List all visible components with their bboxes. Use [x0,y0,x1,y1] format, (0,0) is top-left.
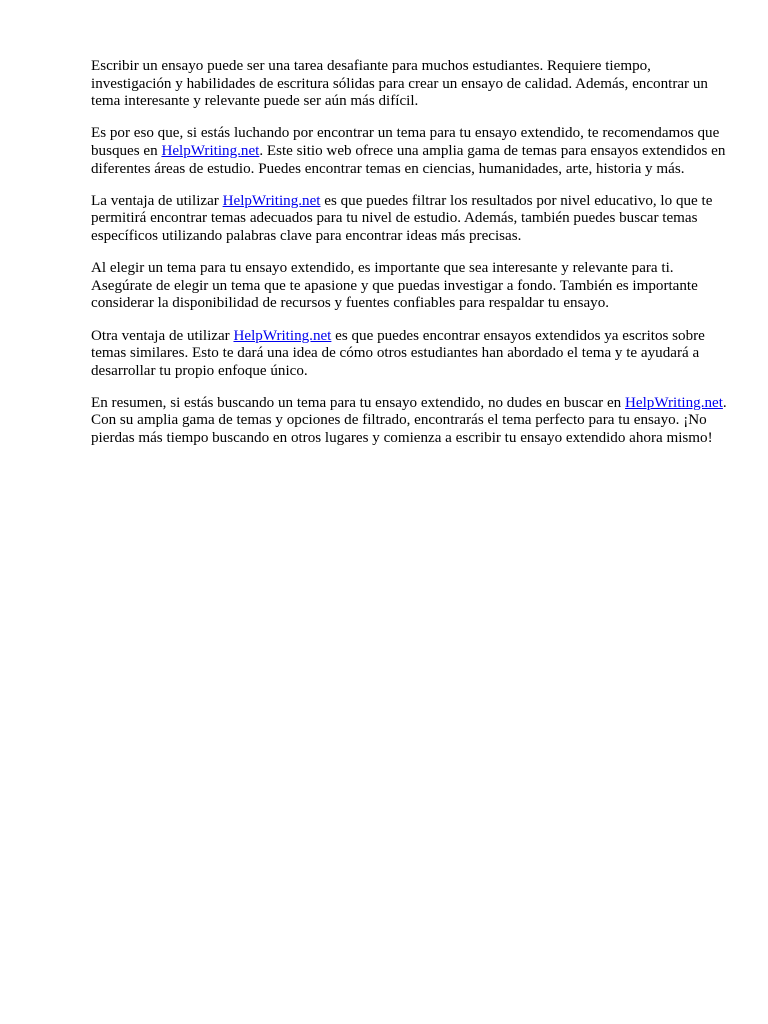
paragraph-recommendation [91,125,731,178]
paragraph-summary [91,395,731,448]
helpwriting-link[interactable]: HelpWriting.net [222,192,321,209]
paragraph-choosing-topic: Al elegir un tema para tu ensayo extendido, es importante que sea interesante y relevante para ti. Asegúrate de elegir un tema que te apasione y que puedas investigar a fondo. También es importante considerar la disponibilidad de recursos y fuentes confiables para respaldar tu ensayo. [91,260,698,312]
paragraph-text: Es por eso que, si estás luchando por encontrar un tema para tu ensayo extendido, te recomendamos que busques en [91,125,720,159]
paragraph-filter-advantage [91,193,731,246]
paragraph-text: . Este sitio web ofrece una amplia gama de temas para ensayos extendidos en diferentes áreas de estudio. Puedes encontrar temas en ciencias, humanidades, arte, historia y más. [91,142,726,177]
paragraph-text: En resumen, si estás buscando un tema para tu ensayo extendido, no dudes en buscar en [91,394,626,411]
paragraph-text: es que puedes filtrar los resultados por nivel educativo, lo que te permitirá encontrar temas adecuados para tu nivel de estudio. Además, también puedes buscar temas específicos utilizando palabras clave para encontrar ideas más precisas. [91,192,713,244]
helpwriting-link[interactable]: HelpWriting.net [625,394,723,411]
paragraph-text: Otra ventaja de utilizar [91,327,234,344]
helpwriting-link[interactable]: HelpWriting.net [233,327,332,344]
paragraph-text: . Con su amplia gama de temas y opciones de filtrado, encontrarás el tema perfecto para tu ensayo. ¡No pierdas más tiempo buscando en otros lugares y comienza a escribir tu ensayo extendido ahora mismo! [91,394,727,447]
paragraph-text: La ventaja de utilizar [91,192,223,209]
paragraph-text: es que puedes encontrar ensayos extendidos ya escritos sobre temas similares. Esto te dará una idea de cómo otros estudiantes han abordado el tema y te ayudará a desarrollar tu propio enfoque único. [91,327,705,379]
paragraph-intro: Escribir un ensayo puede ser una tarea desafiante para muchos estudiantes. Requiere tiempo, investigación y habilidades de escritura sólidas para crear un ensayo de calidad. Además, encontrar un tema interesante y relevante puede ser aún más difícil. [91,58,708,110]
paragraph-written-essays [91,328,731,381]
helpwriting-link[interactable]: HelpWriting.net [161,142,260,159]
